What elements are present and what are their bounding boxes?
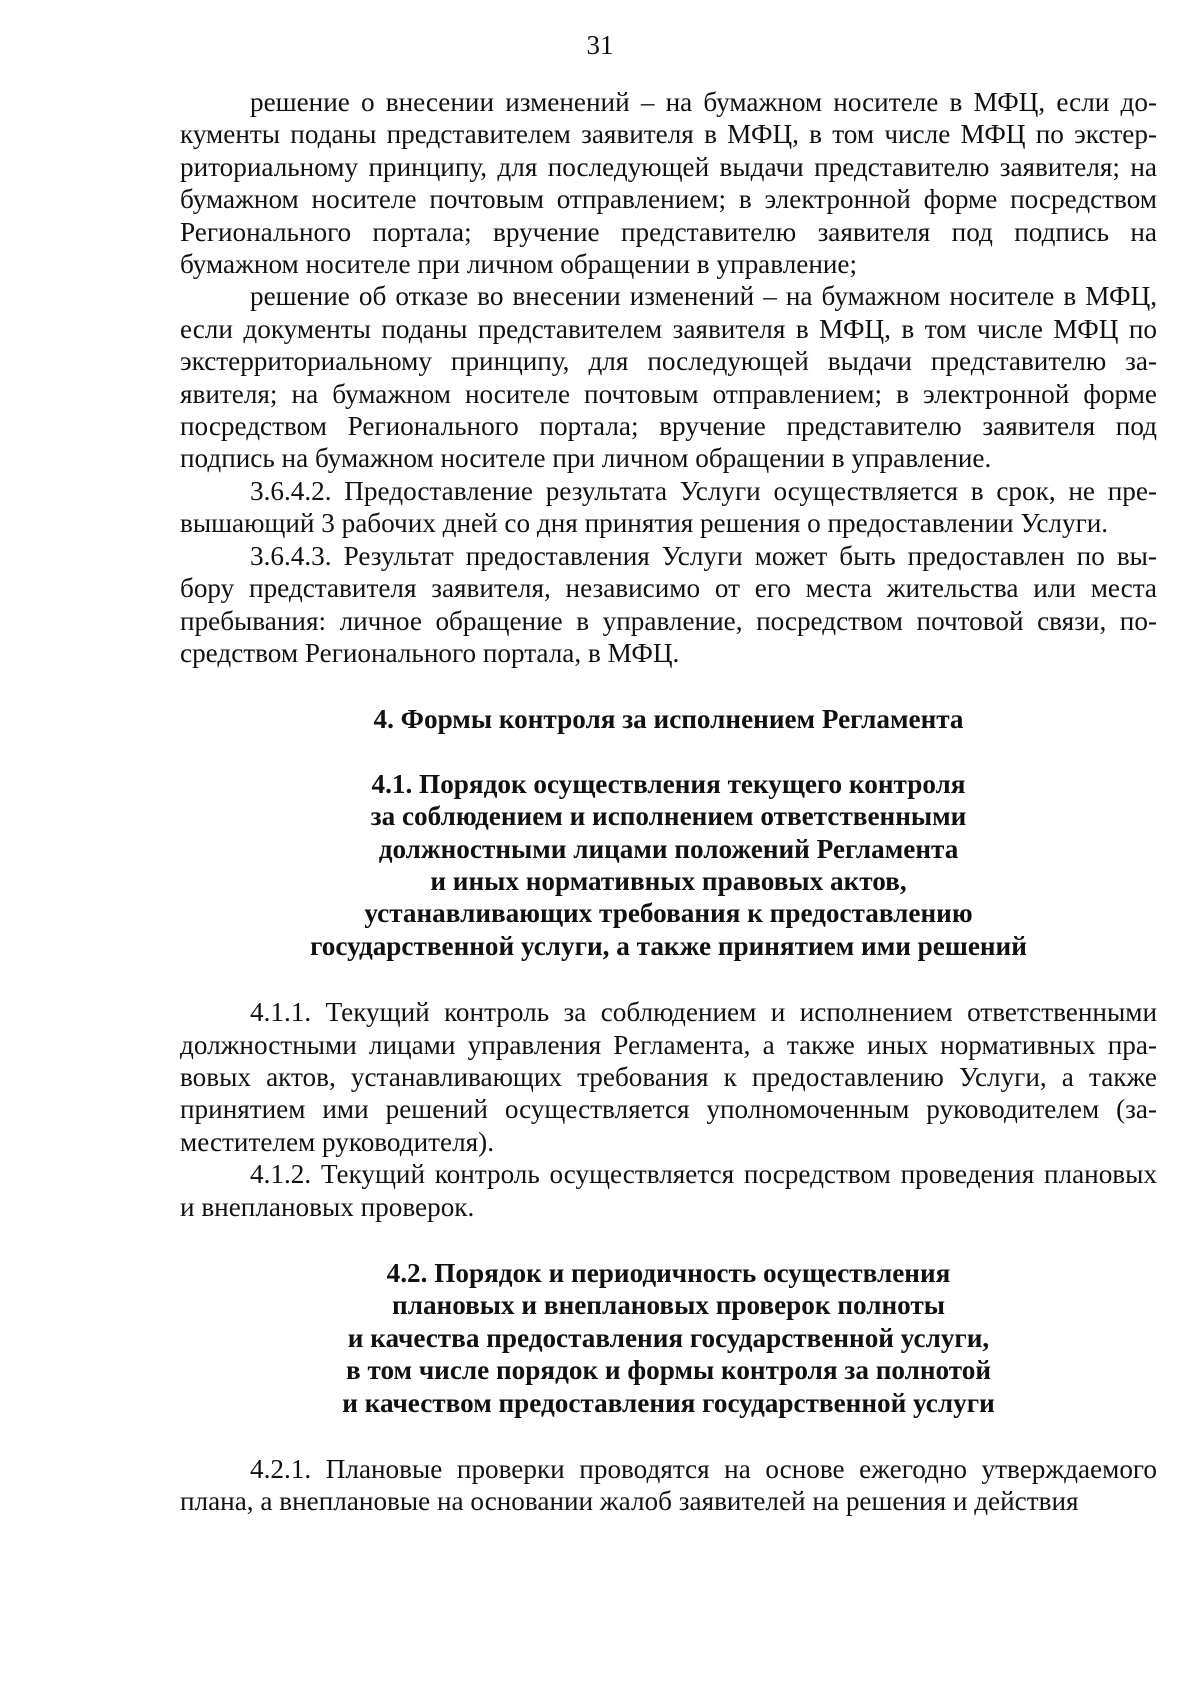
paragraph-4-2-1: 4.2.1. Плановые проверки проводятся на основе ежегодно утверждаемого плана, а внеплановые на основании жалоб заявителей на решения и действия xyxy=(180,1454,1157,1517)
section-heading-4-2 xyxy=(180,1257,1157,1419)
paragraph-4-1-1: 4.1.1. Текущий контроль за соблюдением и исполнением ответственными должностными лицами управления Регламента, а также иных нормативных правовых актов, устанавливающих требования к предоставлению Услуги, а также принятием ими решений осуществляется уполномоченным руководителем (заместителем руководителя). xyxy=(180,997,1157,1157)
heading-line: за соблюдением и исполнением ответственными xyxy=(370,801,967,832)
paragraph-3-6-4-3: 3.6.4.3. Результат предоставления Услуги может быть предоставлен по выбору представителя заявителя, независимо от его места жительства или места пребывания: личное обращение в управление, посредством почтовой связи, посредством Регионального портала, в МФЦ. xyxy=(180,540,1157,668)
page-number: 31 xyxy=(586,30,614,60)
heading-line: устанавливающих требования к предоставлению xyxy=(364,898,973,929)
document-body xyxy=(180,86,1157,1518)
paragraph-4-1-2: 4.1.2. Текущий контроль осуществляется посредством проведения плановых и внеплановых проверок. xyxy=(180,1159,1157,1222)
section-heading-4: 4. Формы контроля за исполнением Регламента xyxy=(373,704,964,735)
heading-line: и качеством предоставления государственной услуги xyxy=(342,1387,995,1418)
heading-line: в том числе порядок и формы контроля за полнотой xyxy=(345,1355,992,1386)
heading-line: плановых и внеплановых проверок полноты xyxy=(392,1290,945,1321)
section-heading-4-1 xyxy=(180,768,1157,962)
heading-line: и качества предоставления государственной услуги, xyxy=(347,1322,990,1353)
paragraph-decision-refusal: решение об отказе во внесении изменений – на бумажном носителе в МФЦ, если документы поданы представителем заявителя в МФЦ, в том числе МФЦ по экстерриториальному принципу, для последующей выдачи представителю заявителя; на бумажном носителе почтовым отправлением; в электронной форме посредством Регионального портала; вручение представителю заявителя под подпись на бумажном носителе при личном обращении в управление. xyxy=(180,281,1157,474)
heading-line: 4.1. Порядок осуществления текущего контроля xyxy=(371,768,966,799)
heading-line: государственной услуги, а также принятием ими решений xyxy=(310,930,1027,961)
heading-line: и иных нормативных правовых актов, xyxy=(430,865,907,896)
heading-line: должностными лицами положений Регламента xyxy=(378,833,959,864)
paragraph-decision-amendments: решение о внесении изменений – на бумажном носителе в МФЦ, если документы поданы представителем заявителя в МФЦ, в том числе МФЦ по экстерриториальному принципу, для последующей выдачи представителю заявителя; на бумажном носителе почтовым отправлением; в электронной форме посредством Регионального портала; вручение представителю заявителя под подпись на бумажном носителе при личном обращении в управление; xyxy=(180,87,1157,280)
paragraph-3-6-4-2: 3.6.4.2. Предоставление результата Услуги осуществляется в срок, не превышающий 3 рабочих дней со дня принятия решения о предоставлении Услуги. xyxy=(180,475,1157,539)
heading-line: 4.2. Порядок и периодичность осуществления xyxy=(386,1258,951,1288)
